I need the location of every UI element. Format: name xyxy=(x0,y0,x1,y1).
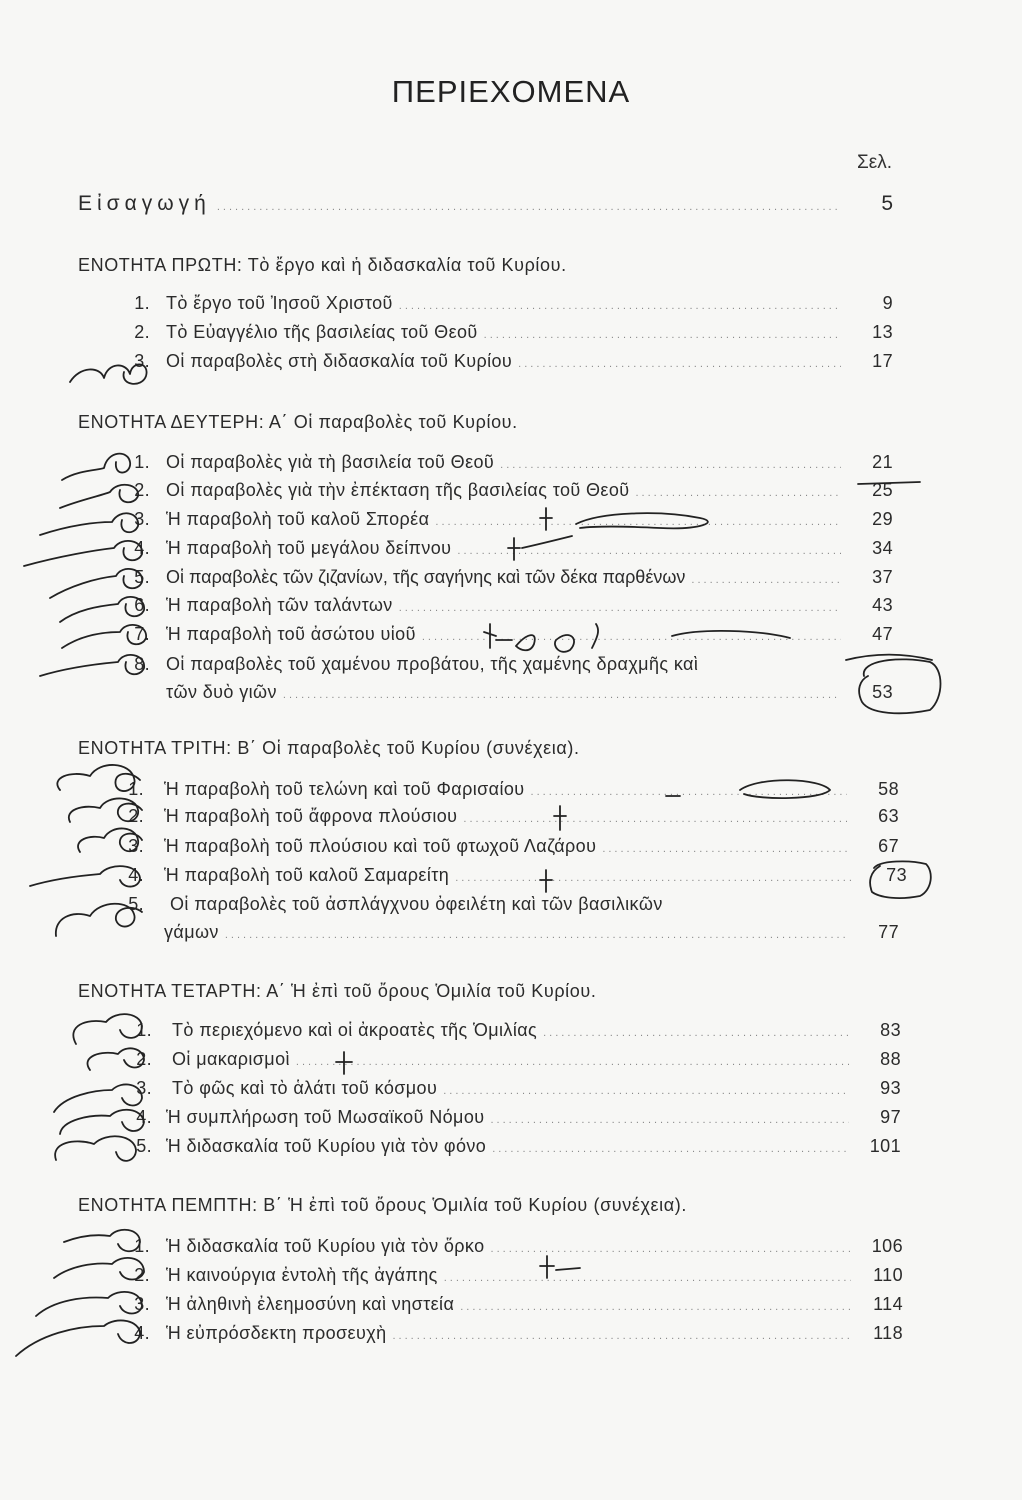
entry-page: 67 xyxy=(878,836,899,856)
toc-entry xyxy=(0,1261,1022,1289)
entry-number: 3. xyxy=(134,509,150,529)
toc-entry xyxy=(0,1319,1022,1347)
dot-leader xyxy=(422,623,841,651)
dot-leader xyxy=(443,1077,849,1105)
entry-title: Ἡ παραβολὴ τοῦ τελώνη καὶ τοῦ Φαρισαίου xyxy=(164,779,525,799)
entry-page: 114 xyxy=(873,1294,903,1314)
entry-page: 110 xyxy=(873,1265,903,1285)
entry-title: Οἱ παραβολὲς στὴ διδασκαλία τοῦ Κυρίου xyxy=(166,351,513,371)
toc-entry xyxy=(0,347,1022,375)
entry-title: Οἱ παραβολὲς γιὰ τὴ βασιλεία τοῦ Θεοῦ xyxy=(166,452,495,472)
entry-number: 7. xyxy=(134,624,150,644)
entry-page: 13 xyxy=(872,322,893,342)
entry-number: 3. xyxy=(134,351,150,371)
entry-title: Οἱ μακαρισμοὶ xyxy=(172,1049,290,1069)
dot-leader xyxy=(463,805,847,833)
entry-number: 1. xyxy=(134,293,150,313)
entry-page: 21 xyxy=(872,452,893,472)
entry-page: 118 xyxy=(873,1323,903,1343)
entry-number: 3. xyxy=(128,836,144,856)
entry-number: 3. xyxy=(136,1078,152,1098)
toc-entry xyxy=(0,775,1022,803)
entry-number: 1. xyxy=(128,779,144,799)
dot-leader xyxy=(518,350,841,378)
dot-leader xyxy=(635,479,841,507)
entry-title: Οἱ παραβολὲς τοῦ χαμένου προβάτου, τῆς χαμένης δραχμῆς καὶ xyxy=(166,654,699,674)
entry-title: Τὸ φῶς καὶ τὸ ἁλάτι τοῦ κόσμου xyxy=(172,1078,438,1098)
entry-title: Ἡ παραβολὴ τοῦ καλοῦ Σπορέα xyxy=(166,509,430,529)
page-title: ΠΕΡΙΕΧΟΜΕΝΑ xyxy=(391,74,631,109)
entry-number: 2. xyxy=(136,1049,152,1069)
entry-number: 4. xyxy=(128,865,144,885)
intro-label: Εἰσαγωγή xyxy=(78,192,211,215)
entry-title: Ἡ παραβολὴ τοῦ καλοῦ Σαμαρείτη xyxy=(164,865,450,885)
entry-title: Ἡ ἀληθινὴ ἐλεημοσύνη καὶ νηστεία xyxy=(166,1294,455,1314)
entry-title: Τὸ ἔργο τοῦ Ἰησοῦ Χριστοῦ xyxy=(166,293,393,313)
entry-title: Οἱ παραβολὲς τῶν ζιζανίων, τῆς σαγήνης καὶ τῶν δέκα παρθένων xyxy=(166,567,686,587)
toc-entry xyxy=(0,591,1022,619)
dot-leader xyxy=(543,1019,849,1047)
dot-leader xyxy=(444,1264,851,1292)
dot-leader xyxy=(296,1048,849,1076)
dot-leader xyxy=(225,921,847,949)
dot-leader xyxy=(491,1235,851,1263)
section-title-1: ΕΝΟΤΗΤΑ ΠΡΩΤΗ: Τὸ ἔργο καὶ ἡ διδασκαλία τοῦ Κυρίου. xyxy=(78,255,567,275)
entry-page: 37 xyxy=(872,567,893,587)
toc-entry xyxy=(0,534,1022,562)
entry-title: Ἡ καινούργια ἐντολὴ τῆς ἀγάπης xyxy=(166,1265,438,1285)
dot-leader xyxy=(455,864,855,892)
toc-entry xyxy=(0,1074,1022,1102)
toc-entry xyxy=(0,1016,1022,1044)
dot-leader xyxy=(492,1135,849,1163)
entry-number: 5. xyxy=(134,567,150,587)
entry-page: 29 xyxy=(872,509,893,529)
entry-page: 77 xyxy=(878,922,899,942)
entry-number: 1. xyxy=(136,1020,152,1040)
entry-title: Ἡ παραβολὴ τοῦ μεγάλου δείπνου xyxy=(166,538,452,558)
section-title-4: ΕΝΟΤΗΤΑ ΤΕΤΑΡΤΗ: Α΄ Ἡ ἐπὶ τοῦ ὄρους Ὁμιλία τοῦ Κυρίου. xyxy=(78,981,597,1001)
entry-title: Ἡ παραβολὴ τοῦ πλούσιου καὶ τοῦ φτωχοῦ Λαζάρου xyxy=(164,836,597,856)
entry-number: 2. xyxy=(134,322,150,342)
dot-leader xyxy=(490,1106,849,1134)
section-title-5: ΕΝΟΤΗΤΑ ΠΕΜΠΤΗ: Β΄ Ἡ ἐπὶ τοῦ ὄρους Ὁμιλία τοῦ Κυρίου (συνέχεια). xyxy=(78,1195,687,1215)
toc-entry xyxy=(0,620,1022,648)
entry-title: Ἡ εὐπρόσδεκτη προσευχὴ xyxy=(166,1323,387,1343)
intro-entry xyxy=(78,192,893,220)
entry-number: 4. xyxy=(134,1323,150,1343)
entry-title: Ἡ διδασκαλία τοῦ Κυρίου γιὰ τὸν φόνο xyxy=(166,1136,487,1156)
entry-number: 8. xyxy=(134,654,150,674)
toc-entry xyxy=(0,832,1022,860)
entry-number: 5. xyxy=(136,1136,152,1156)
intro-page: 5 xyxy=(881,192,893,215)
entry-number: 4. xyxy=(136,1107,152,1127)
entry-number: 1. xyxy=(134,1236,150,1256)
entry-page: 53 xyxy=(872,682,893,702)
dot-leader xyxy=(500,451,841,479)
toc-entry xyxy=(0,318,1022,346)
entry-page: 47 xyxy=(872,624,893,644)
toc-entry xyxy=(0,563,1022,591)
entry-page: 9 xyxy=(882,293,893,313)
entry-title-continued: γάμων xyxy=(164,922,219,942)
entry-title: Ἡ διδασκαλία τοῦ Κυρίου γιὰ τὸν ὅρκο xyxy=(166,1236,485,1256)
entry-title: Οἱ παραβολὲς τοῦ ἀσπλάγχνου ὀφειλέτη καὶ τῶν βασιλικῶν xyxy=(170,894,663,914)
dot-leader xyxy=(392,1322,851,1350)
entry-number: 1. xyxy=(134,452,150,472)
entry-title: Ἡ παραβολὴ τοῦ ἄφρονα πλούσιου xyxy=(164,806,458,826)
entry-number: 6. xyxy=(134,595,150,615)
entry-title: Τὸ περιεχόμενο καὶ οἱ ἀκροατὲς τῆς Ὁμιλίας xyxy=(172,1020,538,1040)
entry-page: 83 xyxy=(880,1020,901,1040)
entry-title: Οἱ παραβολὲς γιὰ τὴν ἐπέκταση τῆς βασιλείας τοῦ Θεοῦ xyxy=(166,480,630,500)
dot-leader xyxy=(457,537,841,565)
entry-number: 3. xyxy=(134,1294,150,1314)
toc-entry xyxy=(0,1232,1022,1260)
toc-entry xyxy=(0,476,1022,504)
toc-entry xyxy=(0,448,1022,476)
entry-title: Τὸ Εὐαγγέλιο τῆς βασιλείας τοῦ Θεοῦ xyxy=(166,322,478,342)
toc-entry xyxy=(0,289,1022,317)
entry-number: 5. xyxy=(128,894,144,914)
entry-page: 58 xyxy=(878,779,899,799)
entry-number: 2. xyxy=(128,806,144,826)
entry-page: 63 xyxy=(878,806,899,826)
entry-title: Ἡ παραβολὴ τοῦ ἀσώτου υἱοῦ xyxy=(166,624,416,644)
entry-page: 17 xyxy=(872,351,893,371)
entry-page: 88 xyxy=(880,1049,901,1069)
entry-number: 2. xyxy=(134,480,150,500)
entry-page: 106 xyxy=(871,1236,903,1256)
dot-leader xyxy=(217,201,841,213)
entry-page: 43 xyxy=(872,595,893,615)
dot-leader xyxy=(283,681,841,709)
entry-page: 101 xyxy=(869,1136,901,1156)
toc-entry xyxy=(0,802,1022,830)
entry-number: 2. xyxy=(134,1265,150,1285)
toc-entry xyxy=(0,1045,1022,1073)
entry-page: 25 xyxy=(872,480,893,500)
toc-entry xyxy=(0,650,1022,706)
dot-leader xyxy=(602,835,847,863)
toc-entry xyxy=(0,861,1022,889)
dot-leader xyxy=(484,321,841,349)
entry-page: 93 xyxy=(880,1078,901,1098)
dot-leader xyxy=(399,594,841,622)
entry-page: 34 xyxy=(872,538,893,558)
toc-entry xyxy=(0,1132,1022,1160)
toc-entry xyxy=(0,1290,1022,1318)
dot-leader xyxy=(460,1293,851,1321)
entry-number: 4. xyxy=(134,538,150,558)
toc-entry xyxy=(0,890,1022,948)
dot-leader xyxy=(399,292,841,320)
dot-leader xyxy=(435,508,841,536)
dot-leader xyxy=(691,566,841,594)
entry-page: 97 xyxy=(880,1107,901,1127)
entry-page: 73 xyxy=(886,865,907,885)
section-title-3: ΕΝΟΤΗΤΑ ΤΡΙΤΗ: Β΄ Οἱ παραβολὲς τοῦ Κυρίου (συνέχεια). xyxy=(78,738,580,758)
toc-entry xyxy=(0,505,1022,533)
section-title-2: ΕΝΟΤΗΤΑ ΔΕΥΤΕΡΗ: Α΄ Οἱ παραβολὲς τοῦ Κυρίου. xyxy=(78,412,518,432)
entry-title-continued: τῶν δυὸ γιῶν xyxy=(166,682,277,702)
page-column-label: Σελ. xyxy=(857,152,892,173)
toc-entry xyxy=(0,1103,1022,1131)
entry-title: Ἡ παραβολὴ τῶν ταλάντων xyxy=(166,595,393,615)
entry-title: Ἡ συμπλήρωση τοῦ Μωσαϊκοῦ Νόμου xyxy=(166,1107,485,1127)
